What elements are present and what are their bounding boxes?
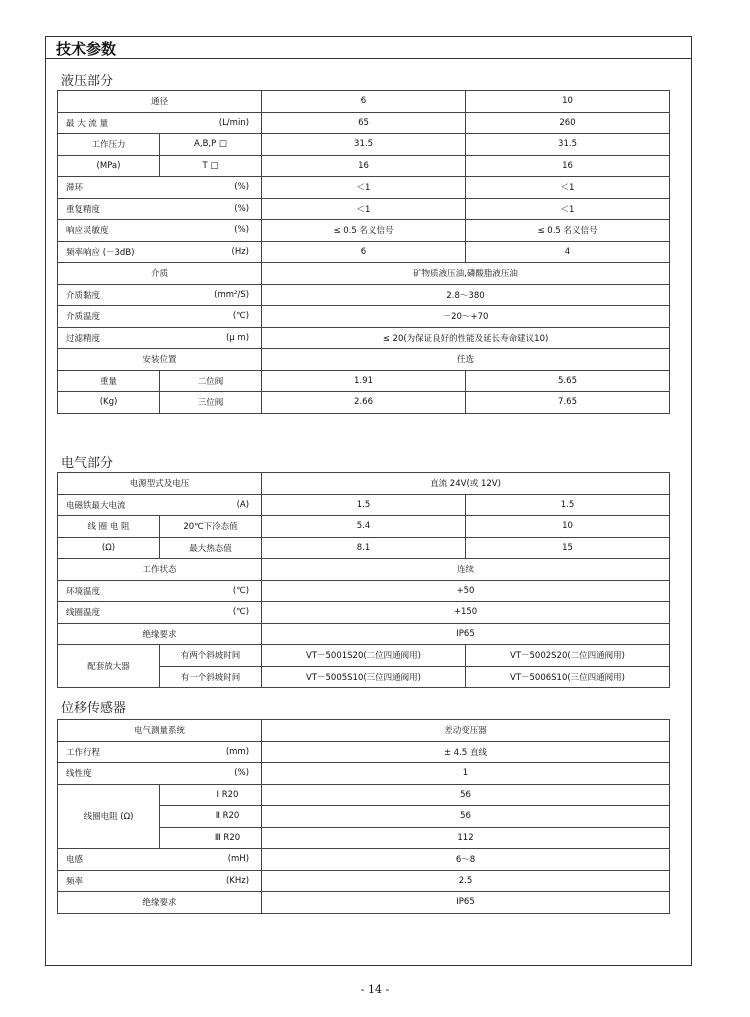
mounting-label: 安装位置 <box>58 349 262 371</box>
power-value: 直流 24V(或 12V) <box>262 473 670 495</box>
sensor-coil-value-1: 56 <box>262 784 670 806</box>
coil-resistance-value-1-1: 5.4 <box>262 516 466 538</box>
pressure-unit: (MPa) <box>58 155 160 177</box>
coil-resistance-cond-2: 最大热态值 <box>160 537 262 559</box>
pressure-value-1-1: 31.5 <box>262 134 466 156</box>
table-row <box>58 473 670 495</box>
coil-resistance-value-1-2: 10 <box>466 516 670 538</box>
weight-type-2: 三位阀 <box>160 392 262 414</box>
section-heading-sensor: 位移传感器 <box>61 701 127 716</box>
section-heading-hydraulic: 液压部分 <box>61 74 114 89</box>
max-flow-value-2: 260 <box>466 112 670 134</box>
linearity-label: 线性度 <box>66 769 92 780</box>
repeatability-label: 重复精度 <box>66 204 101 215</box>
inductance-unit: (mH) <box>227 854 250 865</box>
repeatability-value-2: ＜1 <box>466 198 670 220</box>
weight-label: 重量 <box>58 370 160 392</box>
table-row <box>58 91 670 113</box>
medium-label: 介质 <box>58 263 262 285</box>
pressure-value-2-1: 16 <box>262 155 466 177</box>
max-flow-unit: (L/min) <box>218 117 250 128</box>
page-number: - 14 - <box>360 983 390 996</box>
sensor-table <box>57 719 670 914</box>
weight-type-1: 二位阀 <box>160 370 262 392</box>
hydraulic-table <box>57 90 670 414</box>
table-row <box>58 220 670 242</box>
amplifier-label: 配套放大器 <box>58 645 160 688</box>
weight-value-1-2: 5.65 <box>466 370 670 392</box>
frequency-response-unit: (Hz) <box>231 246 250 257</box>
table-row <box>58 370 670 392</box>
filtration-value: ≤ 20(为保证良好的性能及延长寿命建议10) <box>262 327 670 349</box>
table-row <box>58 645 670 667</box>
measuring-system-label: 电气测量系统 <box>58 720 262 742</box>
electrical-table <box>57 472 670 688</box>
table-row <box>58 349 670 371</box>
table-row <box>58 155 670 177</box>
table-row <box>58 516 670 538</box>
sensor-coil-value-3: 112 <box>262 827 670 849</box>
coil-resistance-unit: (Ω) <box>58 537 160 559</box>
amplifier-ramp-2: 有一个斜坡时间 <box>160 666 262 688</box>
amplifier-model-2-2: VT－5006S10(三位四通阀用) <box>466 666 670 688</box>
amplifier-model-1-2: VT－5002S20(二位四通阀用) <box>466 645 670 667</box>
page-frame <box>45 36 692 966</box>
power-label: 电源型式及电压 <box>58 473 262 495</box>
table-row <box>58 741 670 763</box>
amplifier-model-2-1: VT－5005S10(三位四通阀用) <box>262 666 466 688</box>
table-row <box>58 494 670 516</box>
table-row <box>58 892 670 914</box>
weight-value-2-1: 2.66 <box>262 392 466 414</box>
pressure-label: 工作压力 <box>58 134 160 156</box>
viscosity-label: 介质黏度 <box>66 290 101 301</box>
sensitivity-unit: (%) <box>234 225 250 236</box>
repeatability-unit: (%) <box>234 203 250 214</box>
max-flow-label: 最 大 流 量 <box>66 118 109 129</box>
hysteresis-unit: (%) <box>234 182 250 193</box>
medium-value: 矿物质液压油,磷酸脂液压油 <box>262 263 670 285</box>
linearity-value: 1 <box>262 763 670 785</box>
frequency-response-value-2: 4 <box>466 241 670 263</box>
viscosity-value: 2.8～380 <box>262 284 670 306</box>
section-heading-electrical: 电气部分 <box>61 456 114 471</box>
sensitivity-value-1: ≤ 0.5 名义信号 <box>262 220 466 242</box>
table-row <box>58 720 670 742</box>
sensor-frequency-unit: (KHz) <box>225 875 250 886</box>
table-row <box>58 134 670 156</box>
table-row <box>58 263 670 285</box>
table-row <box>58 392 670 414</box>
hysteresis-value-1: ＜1 <box>262 177 466 199</box>
frequency-response-value-1: 6 <box>262 241 466 263</box>
medium-temperature-label: 介质温度 <box>66 312 101 323</box>
max-current-label: 电磁铁最大电流 <box>66 500 126 511</box>
filtration-unit: (μ m) <box>225 332 250 343</box>
table-row <box>58 849 670 871</box>
sensor-coil-2: Ⅱ R20 <box>160 806 262 828</box>
measuring-system-value: 差动变压器 <box>262 720 670 742</box>
inductance-label: 电感 <box>66 855 84 866</box>
inductance-value: 6～8 <box>262 849 670 871</box>
weight-value-2-2: 7.65 <box>466 392 670 414</box>
table-row <box>58 537 670 559</box>
mounting-value: 任选 <box>262 349 670 371</box>
stroke-value: ± 4.5 直线 <box>262 741 670 763</box>
insulation-label: 绝缘要求 <box>58 623 262 645</box>
table-row <box>58 559 670 581</box>
repeatability-value-1: ＜1 <box>262 198 466 220</box>
coil-temp-value: +150 <box>262 602 670 624</box>
nominal-size-value-2: 10 <box>466 91 670 113</box>
sensor-frequency-value: 2.5 <box>262 870 670 892</box>
sensor-coil-resistance-label: 线圈电阻 (Ω) <box>58 784 160 849</box>
table-row <box>58 284 670 306</box>
pressure-value-2-2: 16 <box>466 155 670 177</box>
duty-value: 连续 <box>262 559 670 581</box>
table-row <box>58 327 670 349</box>
stroke-unit: (mm) <box>225 746 250 757</box>
coil-temp-label: 线圈温度 <box>66 608 101 619</box>
ambient-temp-label: 环境温度 <box>66 586 101 597</box>
frequency-response-label: 频率响应 (－3dB) <box>66 247 135 258</box>
hysteresis-label: 滞环 <box>66 183 84 194</box>
sensor-coil-value-2: 56 <box>262 806 670 828</box>
table-row <box>58 241 670 263</box>
coil-resistance-label: 线 圈 电 阻 <box>58 516 160 538</box>
sensitivity-label: 响应灵敏度 <box>66 226 109 237</box>
medium-temperature-value: －20～+70 <box>262 306 670 328</box>
amplifier-model-1-1: VT－5001S20(二位四通阀用) <box>262 645 466 667</box>
max-current-value-1: 1.5 <box>262 494 466 516</box>
sensor-coil-1: Ⅰ R20 <box>160 784 262 806</box>
title-bar <box>46 37 691 59</box>
hysteresis-value-2: ＜1 <box>466 177 670 199</box>
sensor-insulation-value: IP65 <box>262 892 670 914</box>
table-row <box>58 784 670 806</box>
coil-temp-unit: (℃) <box>232 607 250 618</box>
sensor-frequency-label: 频率 <box>66 876 84 887</box>
sensor-coil-3: Ⅲ R20 <box>160 827 262 849</box>
max-current-value-2: 1.5 <box>466 494 670 516</box>
max-flow-value-1: 65 <box>262 112 466 134</box>
filtration-label: 过滤精度 <box>66 333 101 344</box>
table-row <box>58 198 670 220</box>
max-current-unit: (A) <box>236 499 250 510</box>
sensor-insulation-label: 绝缘要求 <box>58 892 262 914</box>
sensitivity-value-2: ≤ 0.5 名义信号 <box>466 220 670 242</box>
pressure-value-1-2: 31.5 <box>466 134 670 156</box>
pressure-port-2: T □ <box>160 155 262 177</box>
duty-label: 工作状态 <box>58 559 262 581</box>
pressure-port-1: A,B,P □ <box>160 134 262 156</box>
coil-resistance-value-2-1: 8.1 <box>262 537 466 559</box>
table-row <box>58 306 670 328</box>
amplifier-ramp-1: 有两个斜坡时间 <box>160 645 262 667</box>
table-row <box>58 177 670 199</box>
insulation-value: IP65 <box>262 623 670 645</box>
table-row <box>58 623 670 645</box>
coil-resistance-cond-1: 20℃下冷态值 <box>160 516 262 538</box>
coil-resistance-value-2-2: 15 <box>466 537 670 559</box>
nominal-size-value-1: 6 <box>262 91 466 113</box>
nominal-size-label: 通径 <box>58 91 262 113</box>
table-row <box>58 870 670 892</box>
ambient-temp-value: +50 <box>262 580 670 602</box>
viscosity-unit: (mm²/S) <box>214 289 250 300</box>
table-row <box>58 112 670 134</box>
stroke-label: 工作行程 <box>66 747 101 758</box>
linearity-unit: (%) <box>234 768 250 779</box>
table-row <box>58 602 670 624</box>
medium-temperature-unit: (℃) <box>232 311 250 322</box>
weight-unit: (Kg) <box>58 392 160 414</box>
page-title: 技术参数 <box>56 40 117 58</box>
ambient-temp-unit: (℃) <box>232 585 250 596</box>
weight-value-1-1: 1.91 <box>262 370 466 392</box>
table-row <box>58 763 670 785</box>
table-row <box>58 580 670 602</box>
